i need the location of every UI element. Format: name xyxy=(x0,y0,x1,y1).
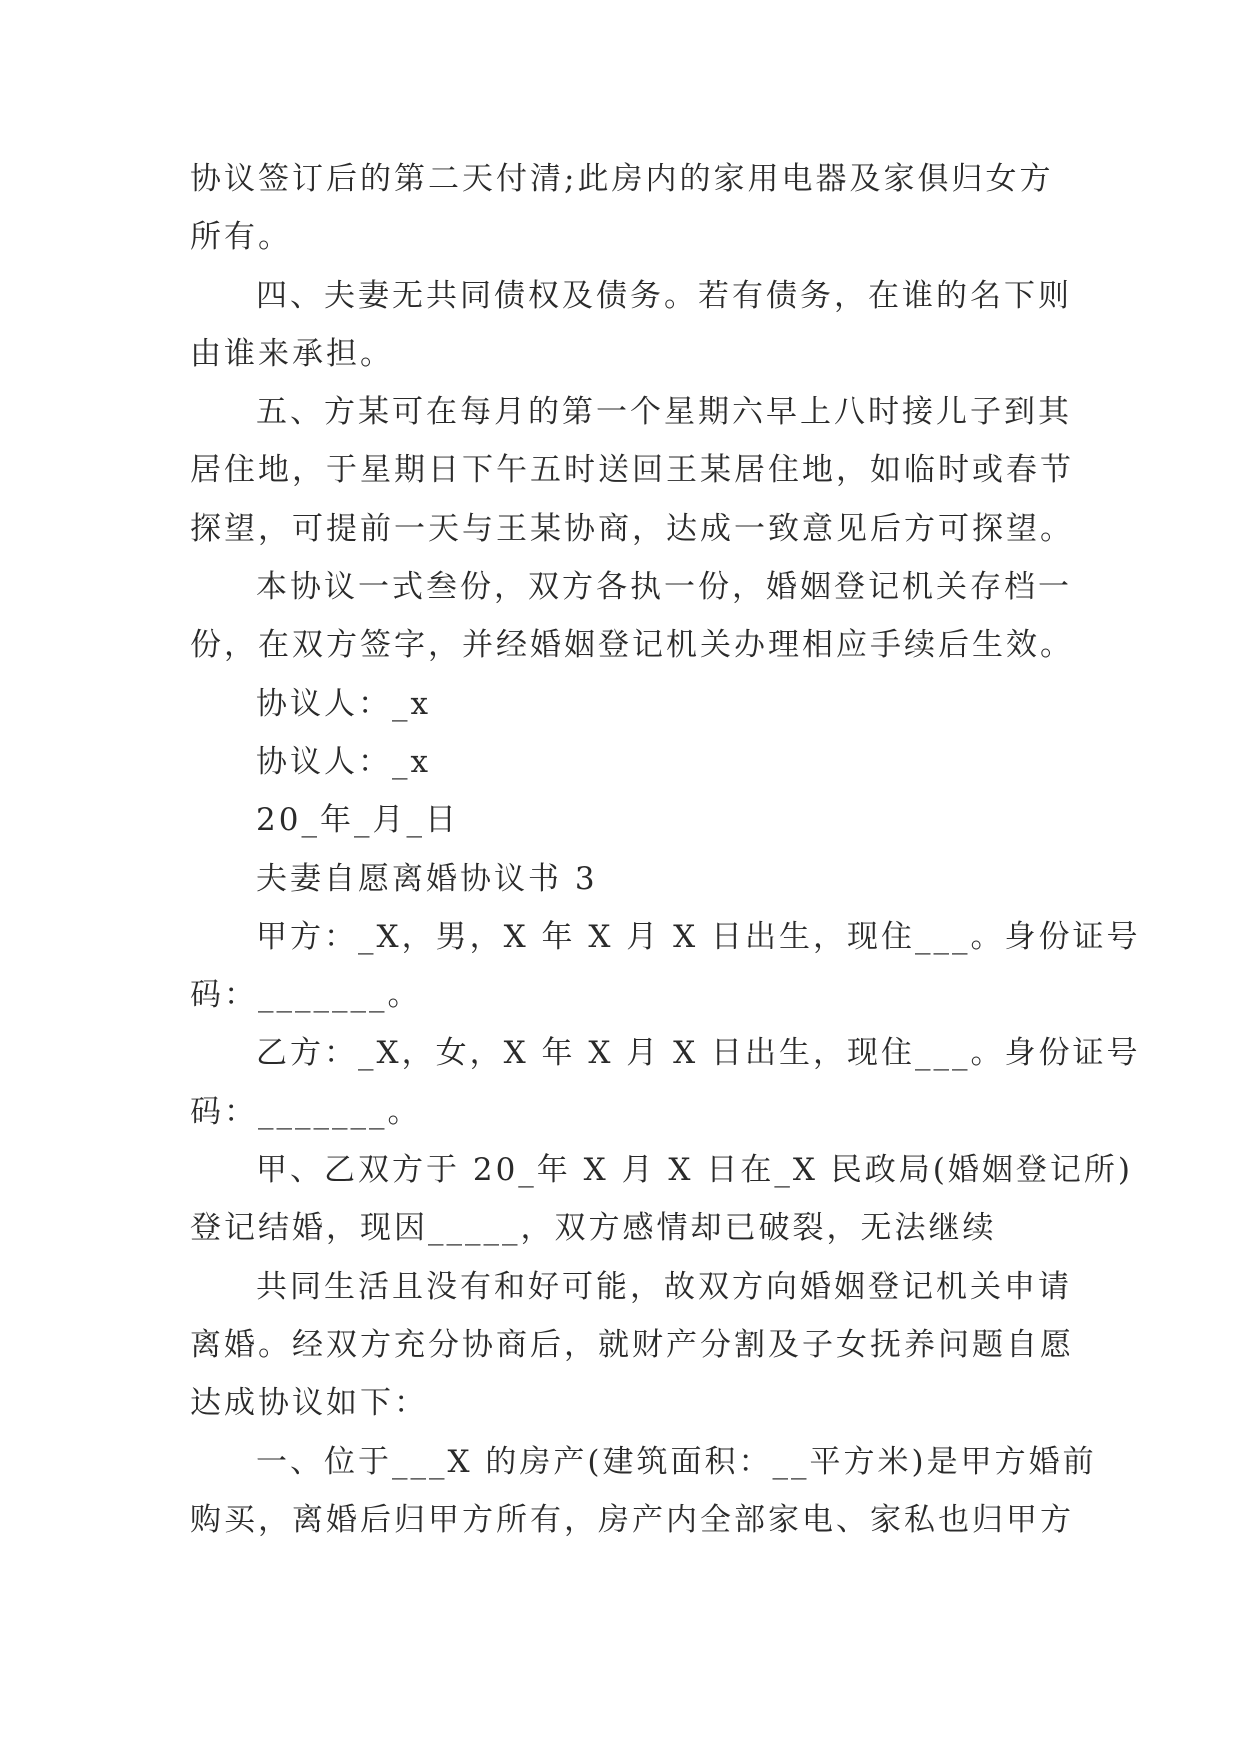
document-body xyxy=(190,150,1141,1549)
text-line: 码：_______。 xyxy=(190,977,422,1014)
text-line: 码：_______。 xyxy=(190,1093,422,1130)
text-line: 购买，离婚后归甲方所有，房产内全部家电、家私也归甲方 xyxy=(190,1501,1074,1538)
text-line: 共同生活且没有和好可能，故双方向婚姻登记机关申请 xyxy=(256,1268,1072,1305)
text-line: 甲方：_X，男，X 年 X 月 X 日出生，现住___。身份证号 xyxy=(256,918,1141,955)
text-line: 由谁来承担。 xyxy=(190,335,394,372)
signatory-line: 协议人：_x xyxy=(256,743,431,780)
text-line: 份，在双方签字，并经婚姻登记机关办理相应手续后生效。 xyxy=(190,627,1074,664)
section-title: 夫妻自愿离婚协议书 3 xyxy=(256,860,598,897)
text-line: 五、方某可在每月的第一个星期六早上八时接儿子到其 xyxy=(256,394,1072,431)
text-line: 协议签订后的第二天付清;此房内的家用电器及家俱归女方 xyxy=(190,161,1054,197)
text-line: 乙方：_X，女，X 年 X 月 X 日出生，现住___。身份证号 xyxy=(256,1035,1141,1072)
text-line: 本协议一式叁份，双方各执一份，婚姻登记机关存档一 xyxy=(256,569,1072,606)
text-line: 四、夫妻无共同债权及债务。若有债务，在谁的名下则 xyxy=(256,277,1072,314)
date-line: 20_年_月_日 xyxy=(256,802,459,839)
text-line: 所有。 xyxy=(190,219,292,256)
text-line: 登记结婚，现因_____，双方感情却已破裂，无法继续 xyxy=(190,1210,997,1247)
text-line: 甲、乙双方于 20_年 X 月 X 日在_X 民政局(婚姻登记所) xyxy=(256,1152,1133,1189)
text-line: 达成协议如下： xyxy=(190,1385,428,1422)
text-line: 探望，可提前一天与王某协商，达成一致意见后方可探望。 xyxy=(190,510,1074,547)
text-line: 居住地，于星期日下午五时送回王某居住地，如临时或春节 xyxy=(190,452,1074,489)
text-line: 一、位于___X 的房产(建筑面积：__平方米)是甲方婚前 xyxy=(256,1443,1097,1480)
text-line: 离婚。经双方充分协商后，就财产分割及子女抚养问题自愿 xyxy=(190,1326,1074,1363)
signatory-line: 协议人：_x xyxy=(256,685,431,722)
